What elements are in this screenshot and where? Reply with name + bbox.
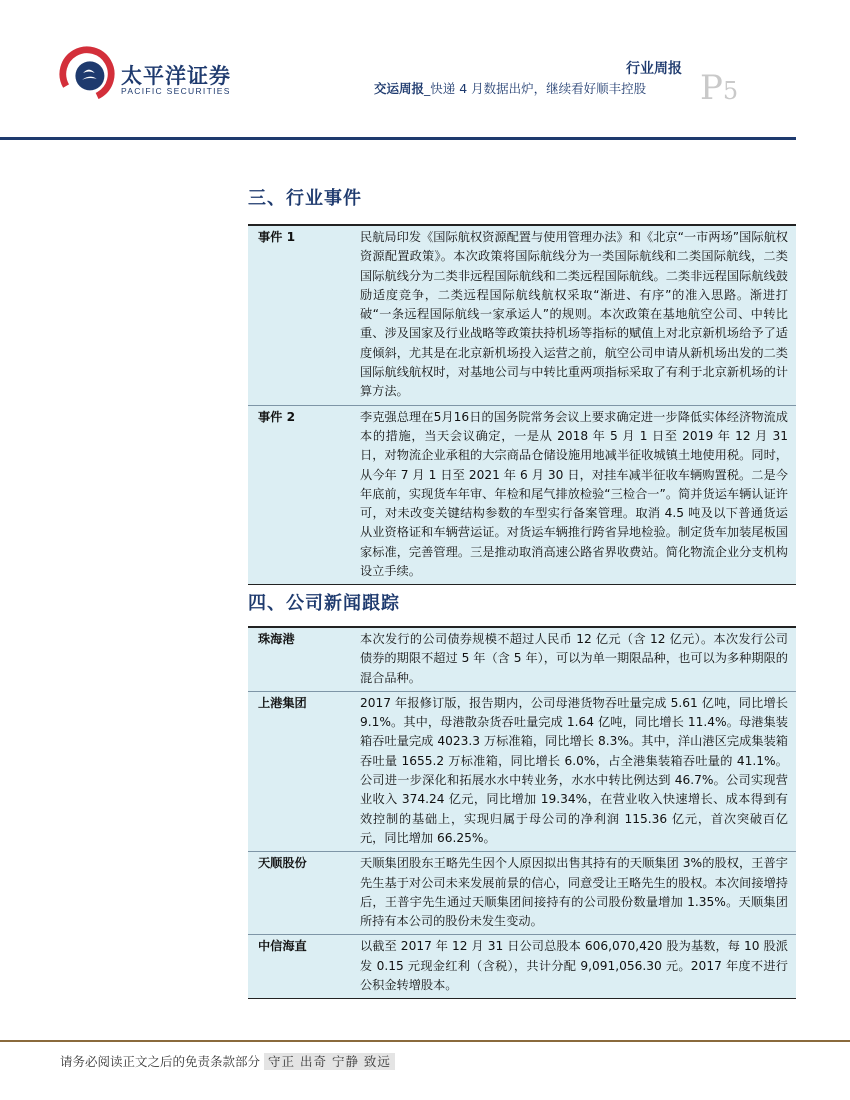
table-row <box>248 852 796 935</box>
company-news-text: 本次发行的公司债券规模不超过人民币 12 亿元（含 12 亿元）。本次发行公司债券的期限不超过 5 年（含 5 年），可以为单一期限品种，也可以为多种期限的混合品种。 <box>360 632 788 685</box>
table-row <box>248 627 796 691</box>
report-title <box>374 79 646 97</box>
company-news-text: 2017 年报修订版，报告期内，公司母港货物吞吐量完成 5.61 亿吨，同比增长 9.1%。其中，母港散杂货吞吐量完成 1.64 亿吨，同比增长 11.4%。母港集装箱吞吐量完成 4023.3 万标准箱，同比增长 8.3%。其中，洋山港区完成集装箱吞吐量 1655.2 万标准箱，同比增长 6.0%，占全港集装箱吞吐量的 41.1%。公司进一步深化和拓展水水中转业务，水水中转比例达到 46.7%。公司实现营业收入 374.24 亿元，同比增加 19.34%，在营业收入快速增长、成本得到有效控制的基础上，实现归属于母公司的净利润 115.36 亿元，首次突破百亿元，同比增加 66.25%。 <box>360 695 788 845</box>
report-title-prefix: 交运周报 <box>374 81 425 96</box>
table-row <box>248 935 796 999</box>
page-number-value: 5 <box>722 77 739 105</box>
report-title-rest: _快递 4 月数据出炉，继续看好顺丰控股 <box>424 81 647 96</box>
report-type: 行业周报 <box>626 61 682 77</box>
company-news-text: 天顺集团股东王略先生因个人原因拟出售其持有的天顺集团 3%的股权，王普宇先生基于对公司未来发展前景的信心，同意受让王略先生的股权。本次间接增持后，王普宇先生通过天顺集团间接持有的公司股份数量增加 1.35%。天顺集团所持有本公司的股份未发生变动。 <box>360 856 788 929</box>
pacific-securities-logo-icon <box>58 44 116 102</box>
event-text: 李克强总理在5月16日的国务院常务会议上要求确定进一步降低实体经济物流成本的措施，当天会议确定，一是从 2018 年 5 月 1 日至 2019 年 12 月 31 日，对物流企业承租的大宗商品仓储设施用地减半征收城镇土地使用税。同时，从今年 7 月 1 日至 2021 年 6 月 30 日，对挂车减半征收车辆购置税。二是今年底前，实现货车年审、年检和尾气排放检验“三检合一”。简并货运车辆认证许可，对未改变关键结构参数的车型实行备案管理。取消 4.5 吨及以下普通货运从业资格证和车辆营运证。对货运车辆推行跨省异地检验。制定货车加装尾板国家标准，完善管理。三是推动取消高速公路省界收费站。简化物流企业分支机构设立手续。 <box>360 409 788 579</box>
page-footer <box>60 1052 395 1070</box>
event-label: 事件 1 <box>258 230 296 244</box>
table-row <box>248 225 796 405</box>
company-name: 珠海港 <box>258 632 295 646</box>
company-name: 中信海直 <box>258 939 307 954</box>
event-label: 事件 2 <box>258 409 296 424</box>
table-row <box>248 691 796 851</box>
table-row <box>248 405 796 585</box>
page-number <box>700 68 738 108</box>
logo-english-name: PACIFIC SECURITIES <box>121 86 231 96</box>
company-name: 上港集团 <box>258 695 307 710</box>
event-text: 民航局印发《国际航权资源配置与使用管理办法》和《北京“一市两场”国际航权资源配置政策》。本次政策将国际航线分为一类国际航线和二类国际航线，二类国际航线分为二类非远程国际航线和二类远程国际航线。二类非远程国际航线鼓励适度竞争，二类远程国际航线航权采取“渐进、有序”的准入思路。渐进打破“一条远程国际航线一家承运人”的规则。本次政策在基地航空公司、中转比重、涉及国家及行业战略等政策扶持机场等指标的赋值上对北京新机场给予了适度倾斜，尤其是在北京新机场投入运营之前，航空公司申请从新机场出发的二类国际航线航权时，对基地公司与中转比重两项指标采取了有利于北京新机场的计算方法。 <box>360 230 788 399</box>
company-name: 天顺股份 <box>258 856 307 871</box>
company-news-table <box>248 626 796 999</box>
industry-events-table <box>248 224 796 585</box>
section-title-industry-events: 三、行业事件 <box>248 188 362 209</box>
footer-motto: 守正 出奇 宁静 致远 <box>264 1053 395 1070</box>
page-header <box>0 0 850 145</box>
section-title-company-news: 四、公司新闻跟踪 <box>248 593 400 614</box>
logo-chinese-name: 太平洋证券 <box>121 64 231 88</box>
footer-disclaimer: 请务必阅读正文之后的免责条款部分 <box>60 1054 261 1069</box>
company-news-text: 以截至 2017 年 12 月 31 日公司总股本 606,070,420 股为基数，每 10 股派发 0.15 元现金红利（含税），共计分配 9,091,056.30 元。2017 年度不进行公积金转增股本。 <box>360 939 788 993</box>
page-number-prefix: P <box>700 68 723 108</box>
footer-divider <box>0 1040 850 1042</box>
header-divider <box>0 137 796 140</box>
